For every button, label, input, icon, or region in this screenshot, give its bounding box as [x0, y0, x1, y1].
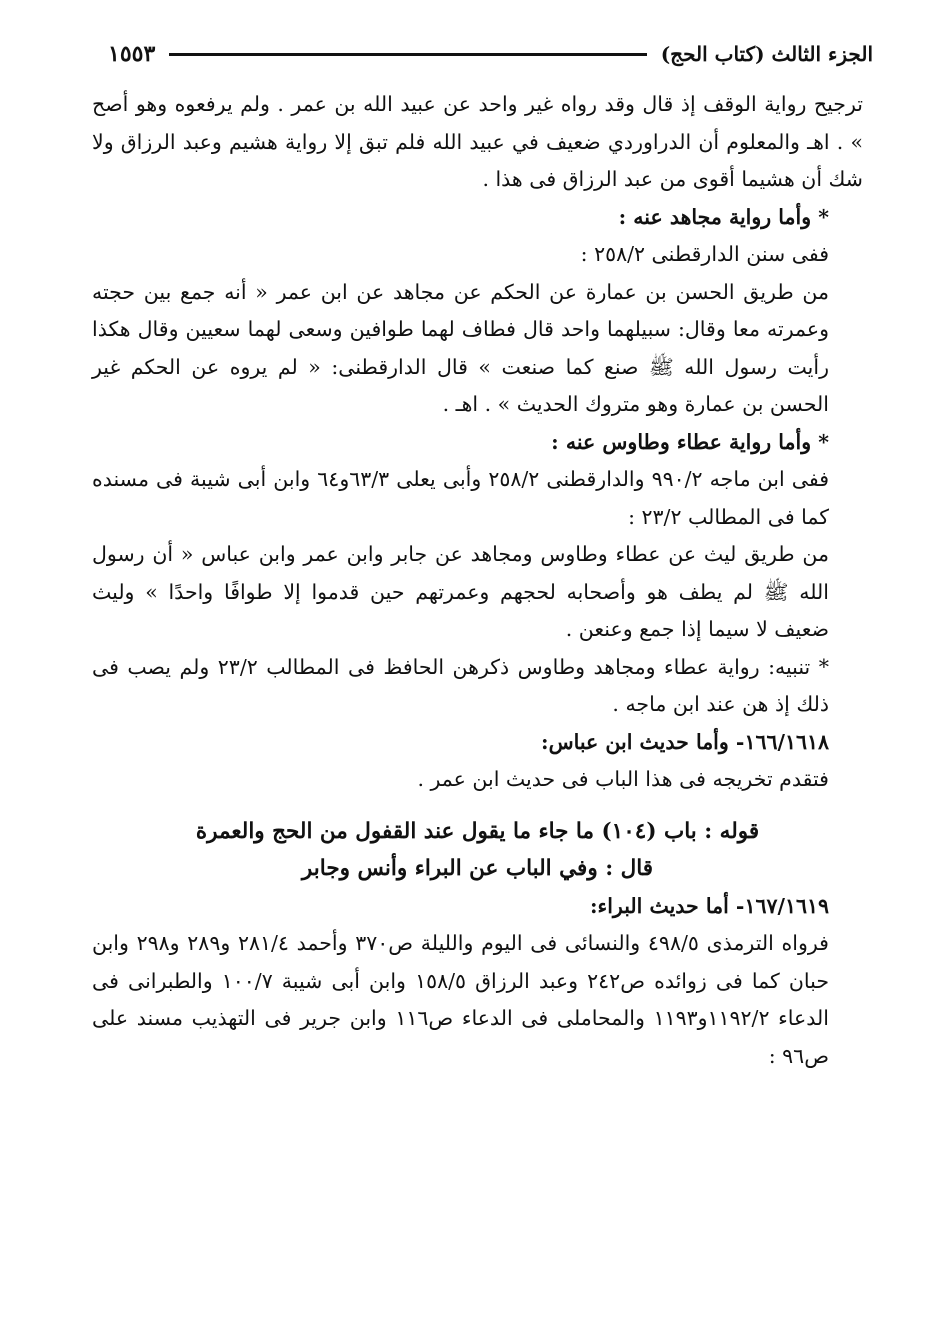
paragraph-bara-sources: فرواه الترمذى ٤٩٨/٥ والنسائى فى اليوم والليلة ص٣٧٠ وأحمد ٢٨١/٤ و٢٨٩ و٢٩٨ وابن حبان كما فى زوائده ص٢٤٢ وعبد الرزاق ١٥٨/٥ وابن أبى شيبة ١٠٠/٧ والطبرانى فى الدعاء ١١٩٢/٢و١١٩٣ والمحاملى فى الدعاء ص١١٦ وابن جرير فى التهذيب مسند على ص٩٦ : [92, 931, 830, 1068]
spacer [92, 799, 863, 813]
chapter-subheading: قال : وفي الباب عن البراء وأنس وجابر [301, 856, 654, 881]
page-header [108, 36, 873, 72]
source-line-daraqutni: ففى سنن الدارقطنى ٢٥٨/٢ : [580, 242, 829, 266]
header-rule [169, 53, 646, 56]
running-title: الجزء الثالث (كتاب الحج) [660, 42, 873, 66]
chapter-heading: قوله : باب (١٠٤) ما جاء ما يقول عند القفول من الحج والعمرة [195, 818, 760, 844]
paragraph-hadith-mujahid: من طريق الحسن بن عمارة عن الحكم عن مجاهد عن ابن عمر « أنه جمع بين حجته وعمرته معا وقال: سبيلهما واحد قال فطاف لهما طوافين وسعى لهما سعيين وقال هكذا رأيت رسول الله ﷺ صنع كما صنعت » قال الدارقطنى: « لم يروه عن الحكم غير الحسن بن عمارة وهو متروك الحديث » . اهـ . [92, 279, 829, 416]
paragraph-conclusion: ترجيح رواية الوقف إذ قال وقد رواه غير واحد عن عبيد الله بن عمر . ولم يرفعوه وهو أصح » . اهـ والمعلوم أن الدراوردي ضعيف في عبيد الله فلم تبق إلا رواية هشيم وعبد الرزاق ولا شك أن هشيما أقوى من عبد الرزاق فى هذا . [92, 92, 863, 191]
paragraph-sources-ibn-majah: ففى ابن ماجه ٩٩٠/٢ والدارقطنى ٢٥٨/٢ وأبى يعلى ٦٣/٣و٦٤ وابن أبى شيبة فى مسنده كما فى المطالب ٢٣/٢ : [92, 467, 830, 529]
section-heading-bara: ١٦٧/١٦١٩- أما حديث البراء: [589, 893, 829, 918]
paragraph-ibn-abbas-ref: فتقدم تخريجه فى هذا الباب فى حديث ابن عمر . [417, 767, 829, 791]
page-number: ١٥٥٣ [108, 41, 156, 67]
section-heading-mujahid: * وأما رواية مجاهد عنه : [618, 204, 829, 229]
paragraph-hadith-layth: من طريق ليث عن عطاء وطاوس ومجاهد عن جابر وابن عمر وابن عباس « أن رسول الله ﷺ لم يطف هو وأصحابه لحجهم وعمرتهم حين قدموا إلا طوافًا واحدًا » وليث ضعيف لا سيما إذا جمع وعنعن . [92, 542, 829, 641]
section-heading-ata-tawus: * وأما رواية عطاء وطاوس عنه : [551, 429, 829, 454]
page-body [92, 86, 863, 1075]
paragraph-note: * تنبيه: رواية عطاء ومجاهد وطاوس ذكرهن الحافظ فى المطالب ٢٣/٢ ولم يصب فى ذلك إذ هن عند ابن ماجه . [92, 654, 829, 716]
section-heading-ibn-abbas: ١٦٦/١٦١٨- وأما حديث ابن عباس: [541, 729, 829, 754]
